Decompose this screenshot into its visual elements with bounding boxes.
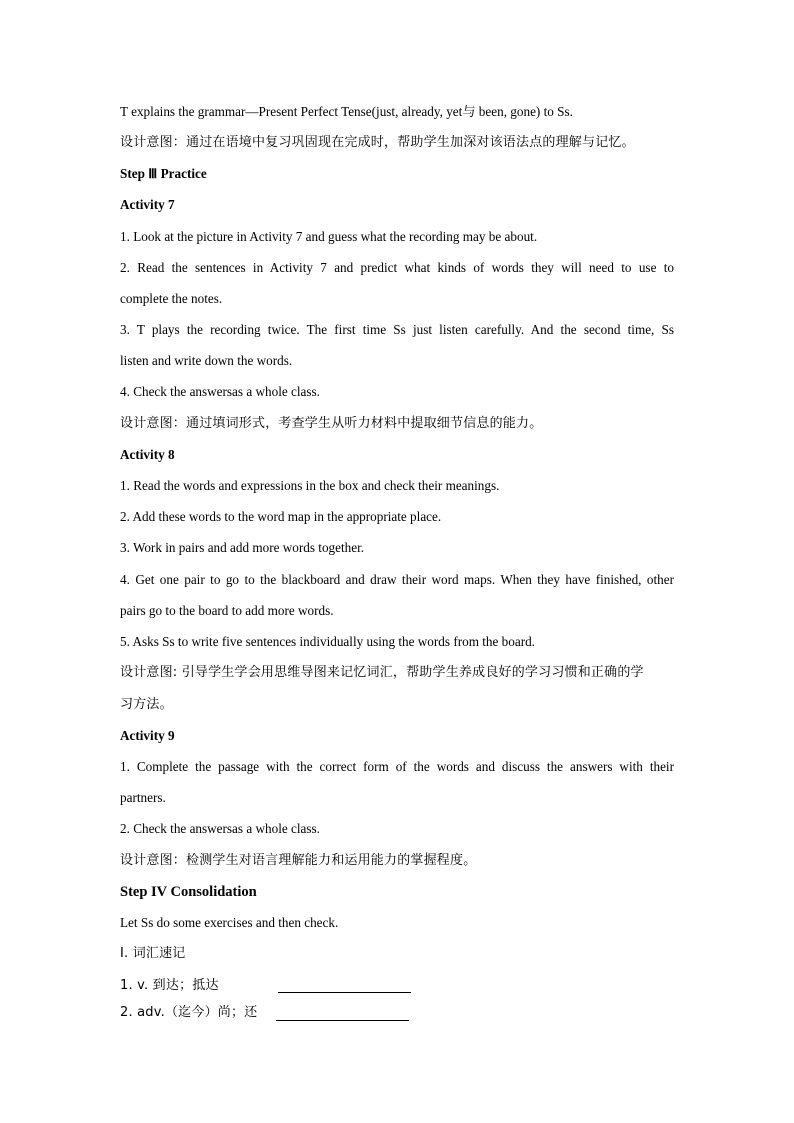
activity-8-item-1: 1. Read the words and expressions in the box and check their meanings. <box>120 478 500 493</box>
grammar-line: T explains the grammar—Present Perfect Tense(just, already, yet与 been, gone) to Ss. <box>120 104 573 119</box>
activity-8-item-2: 2. Add these words to the word map in the appropriate place. <box>120 509 442 524</box>
activity-8-item-3: 3. Work in pairs and add more words together. <box>120 540 365 555</box>
activity-7-item-3: 3. T plays the recording twice. The first time Ss just listen carefully. And the second time, Ss <box>120 322 674 337</box>
step-3-heading: Step Ⅲ Practice <box>120 166 207 181</box>
design-intent-3: 设计意图: 引导学生学会用思维导图来记忆词汇，帮助学生养成良好的学习习惯和正确的学 <box>120 665 644 680</box>
activity-7-item-3-cont: listen and write down the words. <box>120 353 293 368</box>
design-intent-4: 设计意图：检测学生对语言理解能力和运用能力的掌握程度。 <box>120 853 477 868</box>
activity-9-item-1-cont: partners. <box>120 790 166 805</box>
activity-9-item-1: 1. Complete the passage with the correct form of the words and discuss the answers with their <box>120 759 674 774</box>
activity-9-heading: Activity 9 <box>120 728 175 743</box>
activity-7-item-2-cont: complete the notes. <box>120 291 223 306</box>
activity-9-item-2: 2. Check the answersas a whole class. <box>120 821 320 836</box>
vocab-section-heading: I. 词汇速记 <box>120 946 186 961</box>
design-intent-2: 设计意图：通过填词形式，考查学生从听力材料中提取细节信息的能力。 <box>120 416 543 431</box>
activity-7-item-2: 2. Read the sentences in Activity 7 and predict what kinds of words they will need to use to <box>120 260 674 275</box>
exercise-intro: Let Ss do some exercises and then check. <box>120 915 339 930</box>
vocab-item-1-label: 1. v. 到达；抵达 <box>120 978 219 993</box>
activity-7-item-4: 4. Check the answersas a whole class. <box>120 384 320 399</box>
activity-7-item-1: 1. Look at the picture in Activity 7 and guess what the recording may be about. <box>120 229 538 244</box>
vocab-item-1 <box>120 978 219 994</box>
design-intent-1: 设计意图：通过在语境中复习巩固现在完成时，帮助学生加深对该语法点的理解与记忆。 <box>120 135 635 150</box>
vocab-item-1-blank[interactable] <box>278 980 411 993</box>
vocab-item-2-blank[interactable] <box>276 1008 409 1021</box>
design-intent-3-cont: 习方法。 <box>120 697 173 712</box>
activity-8-item-4: 4. Get one pair to go to the blackboard and draw their word maps. When they have finished, other <box>120 572 674 587</box>
vocab-item-2-label: 2. adv.（迄今）尚；还 <box>120 1005 258 1020</box>
activity-8-heading: Activity 8 <box>120 447 175 462</box>
activity-8-item-5: 5. Asks Ss to write five sentences individually using the words from the board. <box>120 634 535 649</box>
vocab-item-2 <box>120 1005 257 1021</box>
activity-8-item-4-cont: pairs go to the board to add more words. <box>120 603 334 618</box>
activity-7-heading: Activity 7 <box>120 197 175 212</box>
step-4-heading: Step IV Consolidation <box>120 884 257 900</box>
